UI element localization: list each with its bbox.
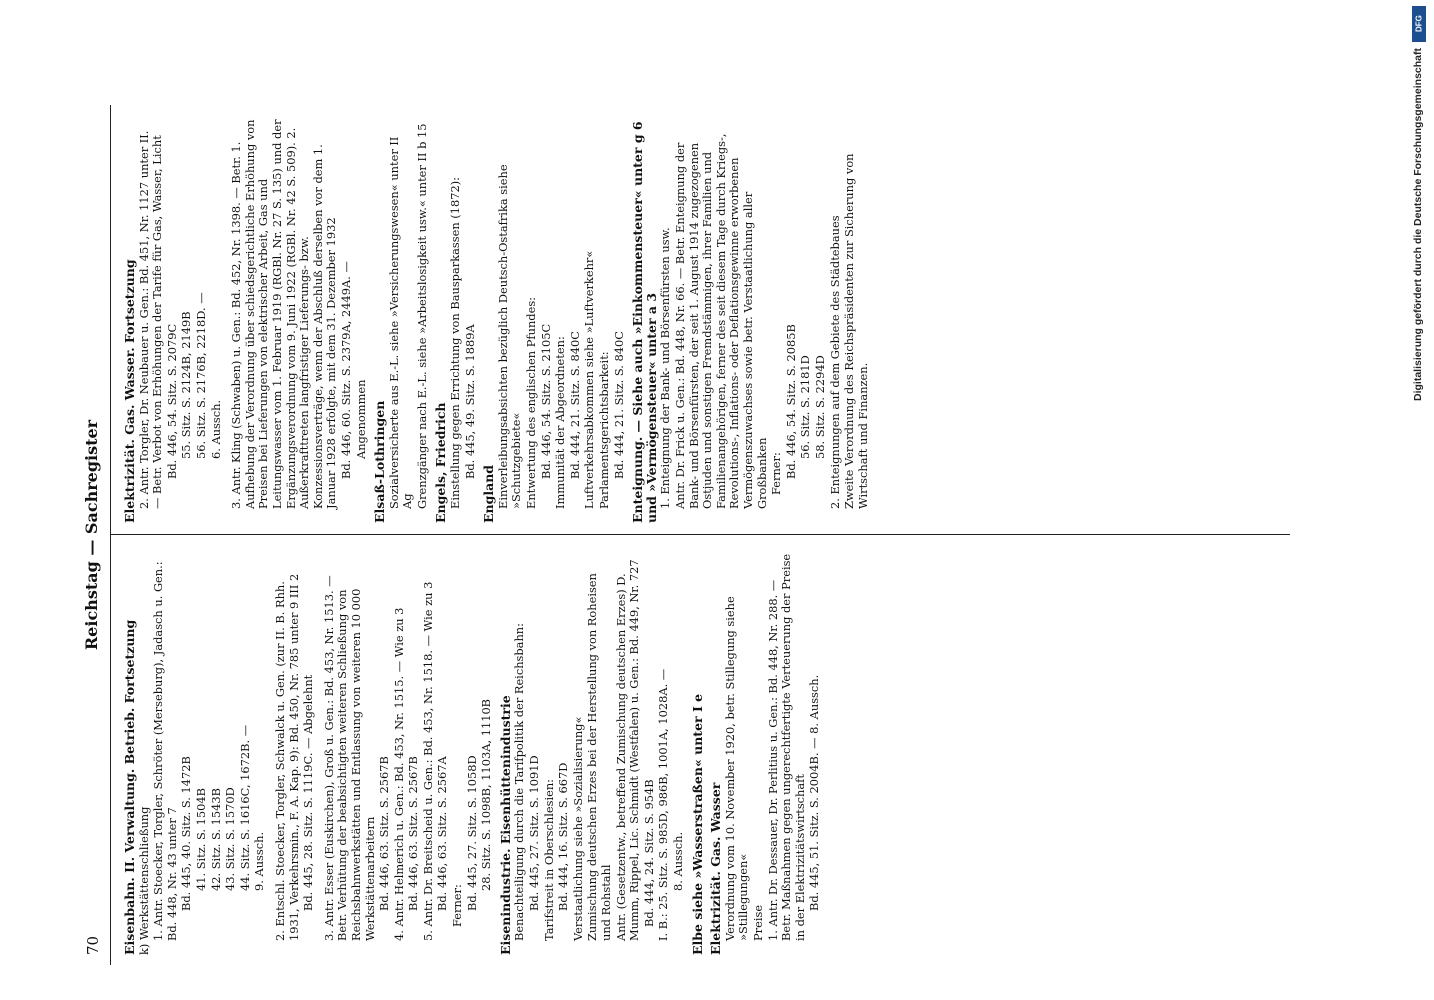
index-entry: 2. Enteignungen auf dem Gebiete des Städtebaues <box>827 215 842 509</box>
index-heading: Elbe siehe »Wasserstraßen« unter I e <box>689 693 705 955</box>
index-entry: Verstaatlichung siehe »Sozialisierung« <box>570 716 585 941</box>
index-entry: Bd. 446, 63. Sitz. S. 2567A <box>435 756 450 911</box>
page-number: 70 <box>84 935 102 955</box>
index-entry: Bd. 444, 21. Sitz. S. 840C <box>567 331 582 479</box>
index-entry: Bd. 445, 51. Sitz. S. 2004B. — 8. Aussch. <box>807 674 822 911</box>
index-entry: 28. Sitz. S. 1098B, 1103A, 1110B <box>479 698 494 891</box>
dfg-credit-text: Digitalisierung gefördert durch die Deutsche Forschungsgemeinschaft <box>1412 48 1424 401</box>
index-entry: Angenommen <box>353 379 368 459</box>
index-entry: Entwertung des englischen Pfundes: <box>524 296 539 509</box>
index-heading: Elektrizität. Gas. Wasser. Fortsetzung <box>122 259 137 523</box>
index-heading: Enteignung. — Siehe auch »Einkommensteuer« unter g 6 und »Vermögensteuer« unter a 3 <box>630 121 659 523</box>
dfg-logo: DFG <box>1412 6 1426 42</box>
index-heading: Engels, Friedrich <box>433 402 449 523</box>
index-entry: Einverleibungsabsichten bezüglich Deutsch-Ostafrika siehe »Schutzgebiete« <box>495 164 524 509</box>
right-column <box>118 118 870 523</box>
column-divider <box>110 534 1290 535</box>
rotated-page <box>80 105 1310 965</box>
index-entry: Bd. 444, 16. Sitz. S. 667D <box>556 762 571 911</box>
index-entry: Bd. 445, 27. Sitz. S. 1058D <box>464 755 479 911</box>
index-entry: 43. Sitz. S. 1570D <box>223 787 238 891</box>
dfg-sidebar <box>1408 4 1432 994</box>
index-entry: Bd. 444, 24. Sitz. S. 954B <box>641 779 656 927</box>
index-heading: England <box>481 464 497 523</box>
index-entry: 42. Sitz. S. 1543B <box>208 788 223 891</box>
index-entry: 55. Sitz. S. 2124B, 2149B <box>179 311 194 459</box>
index-entry: 6. Aussch. <box>208 399 223 459</box>
index-entry: Bd. 446, 63. Sitz. S. 2567B <box>377 756 392 911</box>
index-entry: 41. Sitz. S. 1504B <box>193 788 208 891</box>
page-header <box>80 105 106 965</box>
index-entry: 44. Sitz. S. 1616C, 1672B. — <box>237 724 252 891</box>
index-entry: Bd. 445, 27. Sitz. S. 1091D <box>527 755 542 911</box>
index-entry: Zweite Verordnung des Reichspräsidenten zur Sicherung von Wirtschaft und Finanzen. <box>842 153 870 509</box>
index-heading: Eisenindustrie. Eisenhüttenindustrie <box>497 695 513 955</box>
index-entry: Bd. 445, 28. Sitz. S. 1119C. — Abgelehnt <box>301 674 316 911</box>
index-entry: 2. Antr. Torgler, Dr. Neubauer u. Gen.: Bd. 451, Nr. 1127 unter II. — Betr. Verbot von Erhöhungen der Tarife für Gas, Wasser, Licht <box>136 130 165 509</box>
index-entry: Bd. 446, 54. Sitz. S. 2105C <box>538 323 553 479</box>
index-entry: Luftverkehrsabkommen siehe »Luftverkehr« <box>582 250 597 509</box>
index-entry: 3. Antr. Kling (Schwaben) u. Gen.: Bd. 452, Nr. 1398. — Betr. 1. Aufhebung der Verordnung über schiedsgerichtliche Erhöhung von Preisen bei Lieferungen von elektrischer Arbeit, Gas und Leitungswasser vom 1. Februar 1919 (RGBl. Nr. 27 S. 135) und der Ergänzungsverordnung vom 9. Juni 1922 (RGBl. Nr. 42 S. 509). 2. Außerkrafttreten langfristiger Lieferungs- bzw. Konzessionsverträge, wenn der Abschluß derselben vor dem 1. Januar 1928 erfolgte, mit dem 31. Dezember 1932 <box>229 119 339 509</box>
page-title: Reichstag — Sachregister <box>82 419 101 651</box>
index-entry: Tarifstreit in Oberschlesien: <box>541 778 556 941</box>
header-rule <box>110 105 111 965</box>
index-heading: Eisenbahn. II. Verwaltung. Betrieb. Fortsetzung <box>122 619 137 955</box>
spacer <box>316 550 322 955</box>
index-entry: Zumischung deutschen Erzes bei der Herstellung von Roheisen und Rohstahl <box>585 573 613 941</box>
index-entry: 1. Enteignung der Bank- und Börsenfürsten usw. <box>658 227 673 509</box>
index-entry: Ferner: <box>769 452 784 495</box>
index-entry: 58. Sitz. S. 2294D <box>812 355 827 459</box>
index-entry: Verordnung vom 10. November 1920, betr. Stillegung siehe »Stillegungen« <box>722 596 751 941</box>
index-entry: Preise <box>750 904 765 941</box>
index-entry: Bd. 446, 54. Sitz. S. 2079C <box>164 323 179 479</box>
index-entry: Bd. 444, 21. Sitz. S. 840C <box>611 331 626 479</box>
index-entry: Parlamentsgerichtsbarkeit: <box>597 351 611 509</box>
index-entry: Einstellung gegen Errichtung von Bausparkassen (1872): <box>448 177 463 509</box>
index-entry: 56. Sitz. S. 2181D <box>798 355 813 459</box>
index-entry: Antr. (Gesetzentw., betreffend Zumischung deutschen Erzes) D. Mumm, Rippel, Lic. Schmidt (Westfalen) u. Gen.: Bd. 449, Nr. 727 <box>613 559 642 941</box>
index-entry: Ferner: <box>450 884 465 927</box>
index-heading: Elsaß-Lothringen <box>372 400 388 523</box>
index-entry: 1. Antr. Stoecker, Torgler, Schröter (Merseburg), Jadasch u. Gen.: Bd. 448, Nr. 43 unter 7 <box>151 561 179 941</box>
index-entry: 1. Antr. Dr. Dessauer, Dr. Perlitius u. Gen.: Bd. 448, Nr. 288. — Betr. Maßnahmen gegen ungerechtfertigte Verteuerung der Preise in der Elektrizitätswirtschaft <box>765 553 807 941</box>
index-entry: Bd. 445, 40. Sitz. S. 1472B <box>179 756 194 911</box>
index-entry: 9. Aussch. <box>252 831 267 891</box>
index-entry: Bd. 446, 54. Sitz. S. 2085B <box>783 324 798 479</box>
index-entry: 4. Antr. Helmerich u. Gen.: Bd. 453, Nr. 1515. — Wie zu 3 <box>391 607 406 941</box>
index-entry: I. B.: 25. Sitz. S. 985D, 986B, 1001A, 1028A. — <box>656 668 671 941</box>
index-heading: Elektrizität. Gas. Wasser <box>708 782 724 955</box>
index-entry: Bd. 446, 63. Sitz. S. 2567B <box>406 756 421 911</box>
index-entry: Sozialversicherte aus E.-L. siehe »Versicherungswesen« unter II Ag <box>386 136 415 509</box>
index-entry: 56. Sitz. S. 2176B, 2218D. — <box>193 292 208 459</box>
index-entry: Benachteiligung durch die Tarifpolitik der Reichsbahn: <box>512 623 527 941</box>
index-entry: Bd. 446, 60. Sitz. S. 2379A, 2449A. — <box>338 261 353 479</box>
index-entry: Immunität der Abgeordneten: <box>553 336 568 509</box>
index-entry: Grenzgänger nach E.-L. siehe »Arbeitslosigkeit usw.« unter II b 15 <box>414 123 429 509</box>
index-entry: Bd. 445, 49. Sitz. S. 1889A <box>462 324 477 479</box>
index-entry: 5. Antr. Dr. Breitscheid u. Gen.: Bd. 453, Nr. 1518. — Wie zu 3 <box>420 581 435 941</box>
index-entry: 3. Antr. Esser (Euskirchen), Groß u. Gen.: Bd. 453, Nr. 1513. — Betr. Verhütung der beabsichtigten weiteren Schließung von Reichsbahnwerkstätten und Entlassung von weiteren 10 000 Werkstättenarbeitern <box>321 575 377 941</box>
index-entry: 2. Entschl. Stoecker, Torgler, Schwalck u. Gen. (zur II. B. Rhh. 1931, Verkehrsmin., F. A. Kap. 9): Bd. 450, Nr. 785 unter 9 III 2 <box>272 573 301 941</box>
index-entry: 8. Aussch. <box>670 831 685 891</box>
index-entry: k) Werkstättenschließung <box>136 806 151 955</box>
left-column <box>118 550 822 955</box>
index-entry: Antr. Dr. Frick u. Gen.: Bd. 448, Nr. 66. — Betr. Enteignung der Bank- und Börsenfürsten, der seit 1. August 1914 zugezogenen Ostjuden und sonstigen Fremdstämmigen, ihrer Familien und Familienangehörigen, ferner des seit diesem Tage durch Kriegs-, Revolutions-, Inflations- oder Deflationsgewinne erworbenen Vermögenszuwachses sowie betr. Verstaatlichung aller Großbanken <box>672 133 769 509</box>
